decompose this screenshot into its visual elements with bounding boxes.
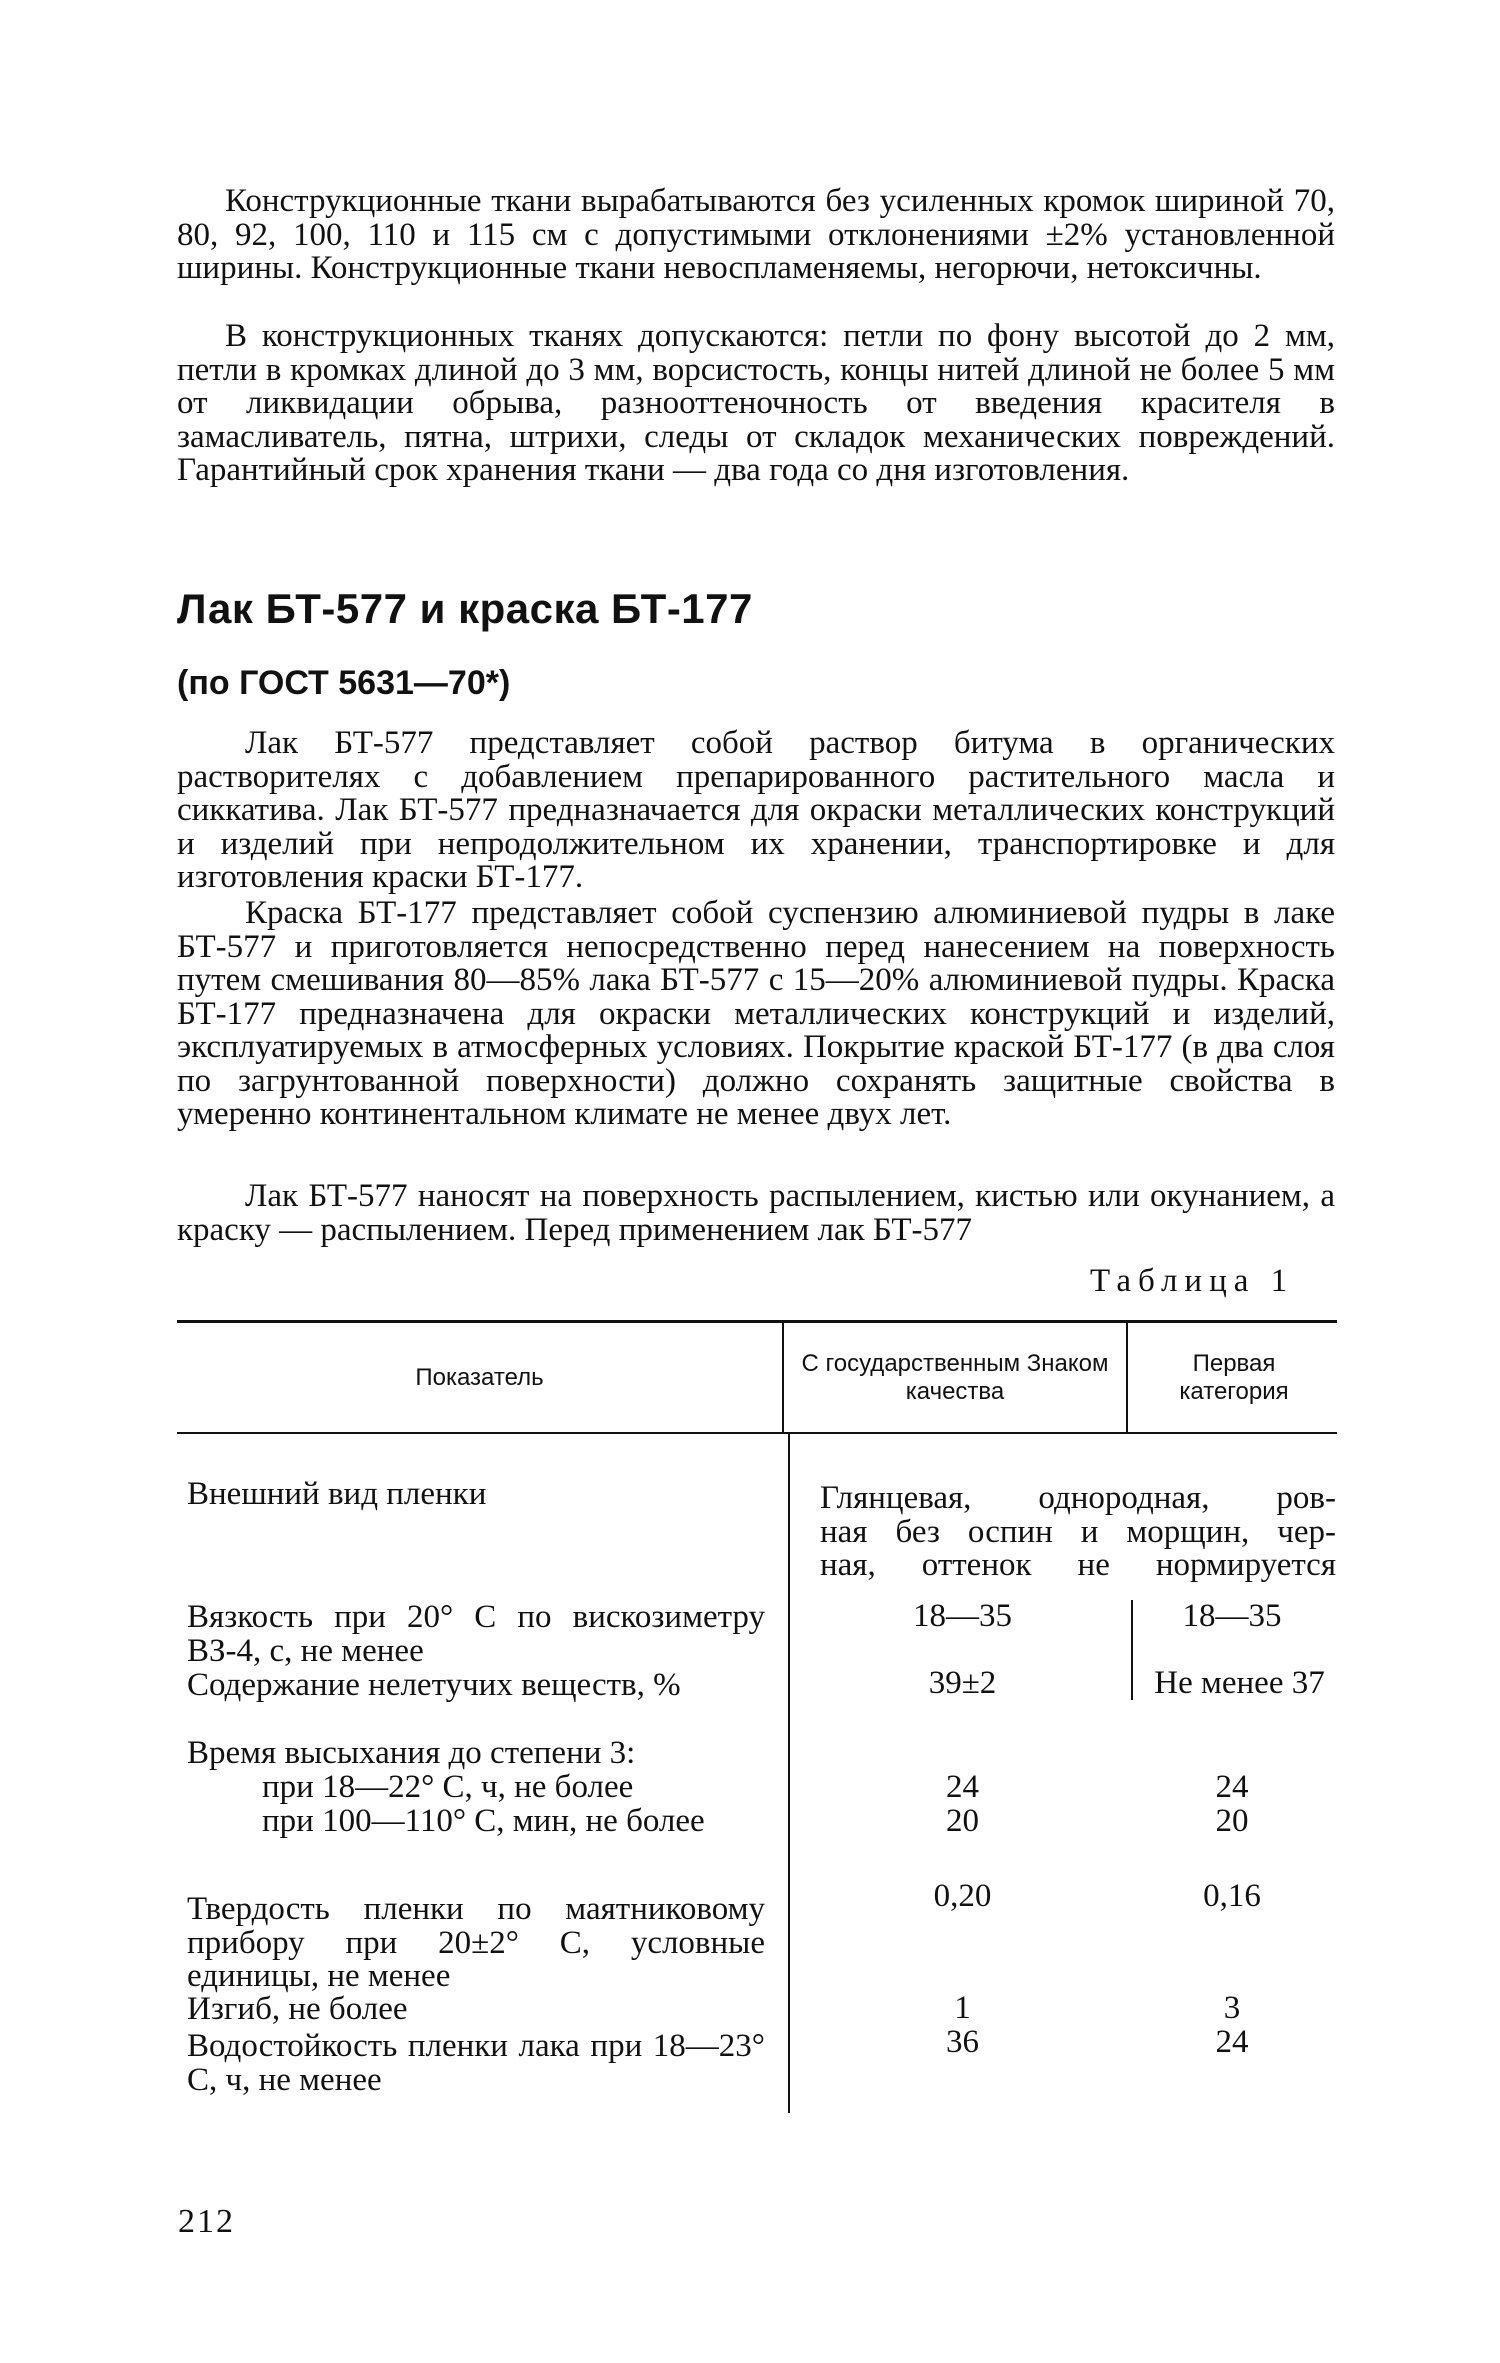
header-bottom-rule [177, 1432, 1337, 1434]
drying-sub2-label: при 100—110° С, мин, не более [262, 1803, 705, 1839]
header-quality-mark: С государственным Знаком качества [801, 1350, 1109, 1405]
nonvolatile-first-value: Не менее 37 [1154, 1665, 1325, 1701]
water-resistance-label: Водостойкость пленки лака при 18—23° С, ч, не менее [187, 2028, 765, 2098]
drying-sub1-label: при 18—22° С, ч, не более [262, 1769, 634, 1805]
drying-label: Время высыхания до степени 3: [187, 1735, 636, 1771]
table-caption: Таблица 1 [1090, 1263, 1295, 1299]
page-number: 212 [178, 2203, 235, 2240]
paragraph-application: Лак БТ-577 наносят на поверхность распылением, кистью или окунанием, а краску — распылением. Перед применением лак БТ-577 [177, 1178, 1335, 1248]
viscosity-label: Вязкость при 20° С по вискозиметру ВЗ-4, с, не менее [187, 1599, 765, 1669]
appearance-value-line: Глянцевая, однородная, ров- [820, 1480, 1336, 1516]
drying-sub1-first: 24 [1215, 1769, 1249, 1805]
header-divider-2 [1126, 1322, 1128, 1432]
hardness-quality-value: 0,20 [933, 1878, 992, 1914]
hardness-label: Твердость пленки по маятниковому прибору при 20±2° С, условные единицы, не менее [187, 1891, 765, 1994]
header-first-category: Первая категория [1179, 1350, 1289, 1405]
header-indicator: Показатель [415, 1364, 544, 1391]
viscosity-first-value: 18—35 [1182, 1598, 1282, 1634]
appearance-label: Внешний вид пленки [187, 1476, 487, 1512]
paragraph-lacquer-description: Лак БТ-577 представляет собой раствор битума в органических растворителях с добавлением препарированного растительного масла и сиккатива. Лак БТ-577 предназначается для окраски металлических конструкций и изделий при непродолжительном их хранении, транспортировке и для изготовления краски БТ-177. [177, 725, 1335, 895]
appearance-value [820, 1482, 1336, 1583]
viscosity-quality-value: 18—35 [913, 1598, 1012, 1634]
appearance-value-line: ная без оспин и морщин, чер- [820, 1513, 1336, 1550]
drying-sub1-quality: 24 [946, 1769, 979, 1805]
header-divider-1 [782, 1322, 784, 1432]
section-title: Лак БТ-577 и краска БТ-177 [177, 585, 753, 632]
water-resistance-quality-value: 36 [946, 2024, 979, 2060]
bending-label: Изгиб, не более [187, 1991, 408, 2027]
nonvolatile-quality-value: 39±2 [928, 1665, 997, 1701]
paragraph-fabric-defects: В конструкционных тканях допускаются: петли по фону высотой до 2 мм, петли в кромках длиной до 3 мм, ворсистость, концы нитей длиной не более 5 мм от ликвидации обрыва, разнооттеночность от введения красителя в замасливатель, пятна, штрихи, следы от складок механических повреждений. Гарантийный срок хранения ткани — два года со дня изготовления. [177, 318, 1335, 488]
drying-sub2-quality: 20 [946, 1803, 979, 1839]
body-divider-1 [788, 1433, 790, 2113]
bending-quality-value: 1 [954, 1990, 971, 2026]
section-standard: (по ГОСТ 5631—70*) [177, 664, 511, 702]
hardness-first-value: 0,16 [1203, 1878, 1261, 1914]
bending-first-value: 3 [1223, 1990, 1241, 2026]
appearance-value-line: ная, оттенок не нормируется [820, 1547, 1336, 1583]
table-top-rule [177, 1320, 1337, 1323]
paragraph-paint-description: Краска БТ-177 представляет собой суспензию алюминиевой пудры в лаке БТ-577 и приготовляется непосредственно перед нанесением на поверхность путем смешивания 80—85% лака БТ-577 с 15—20% алюминиевой пудры. Краска БТ-177 предназначена для окраски металлических конструкций и изделий, эксплуатируемых в атмосферных условиях. Покрытие краской БТ-177 (в два слоя по загрунтованной поверхности) должно сохранять защитные свойства в умеренно континентальном климате не менее двух лет. [177, 895, 1335, 1132]
water-resistance-first-value: 24 [1215, 2024, 1249, 2060]
paragraph-fabric-widths: Конструкционные ткани вырабатываются без усиленных кромок шириной 70, 80, 92, 100, 110 и 115 см с допустимыми отклонениями ±2% установленной ширины. Конструкционные ткани невоспламеняемы, негорючи, нетоксичны. [177, 183, 1335, 286]
nonvolatile-label: Содержание нелетучих веществ, % [187, 1667, 681, 1703]
drying-sub2-first: 20 [1215, 1803, 1249, 1839]
